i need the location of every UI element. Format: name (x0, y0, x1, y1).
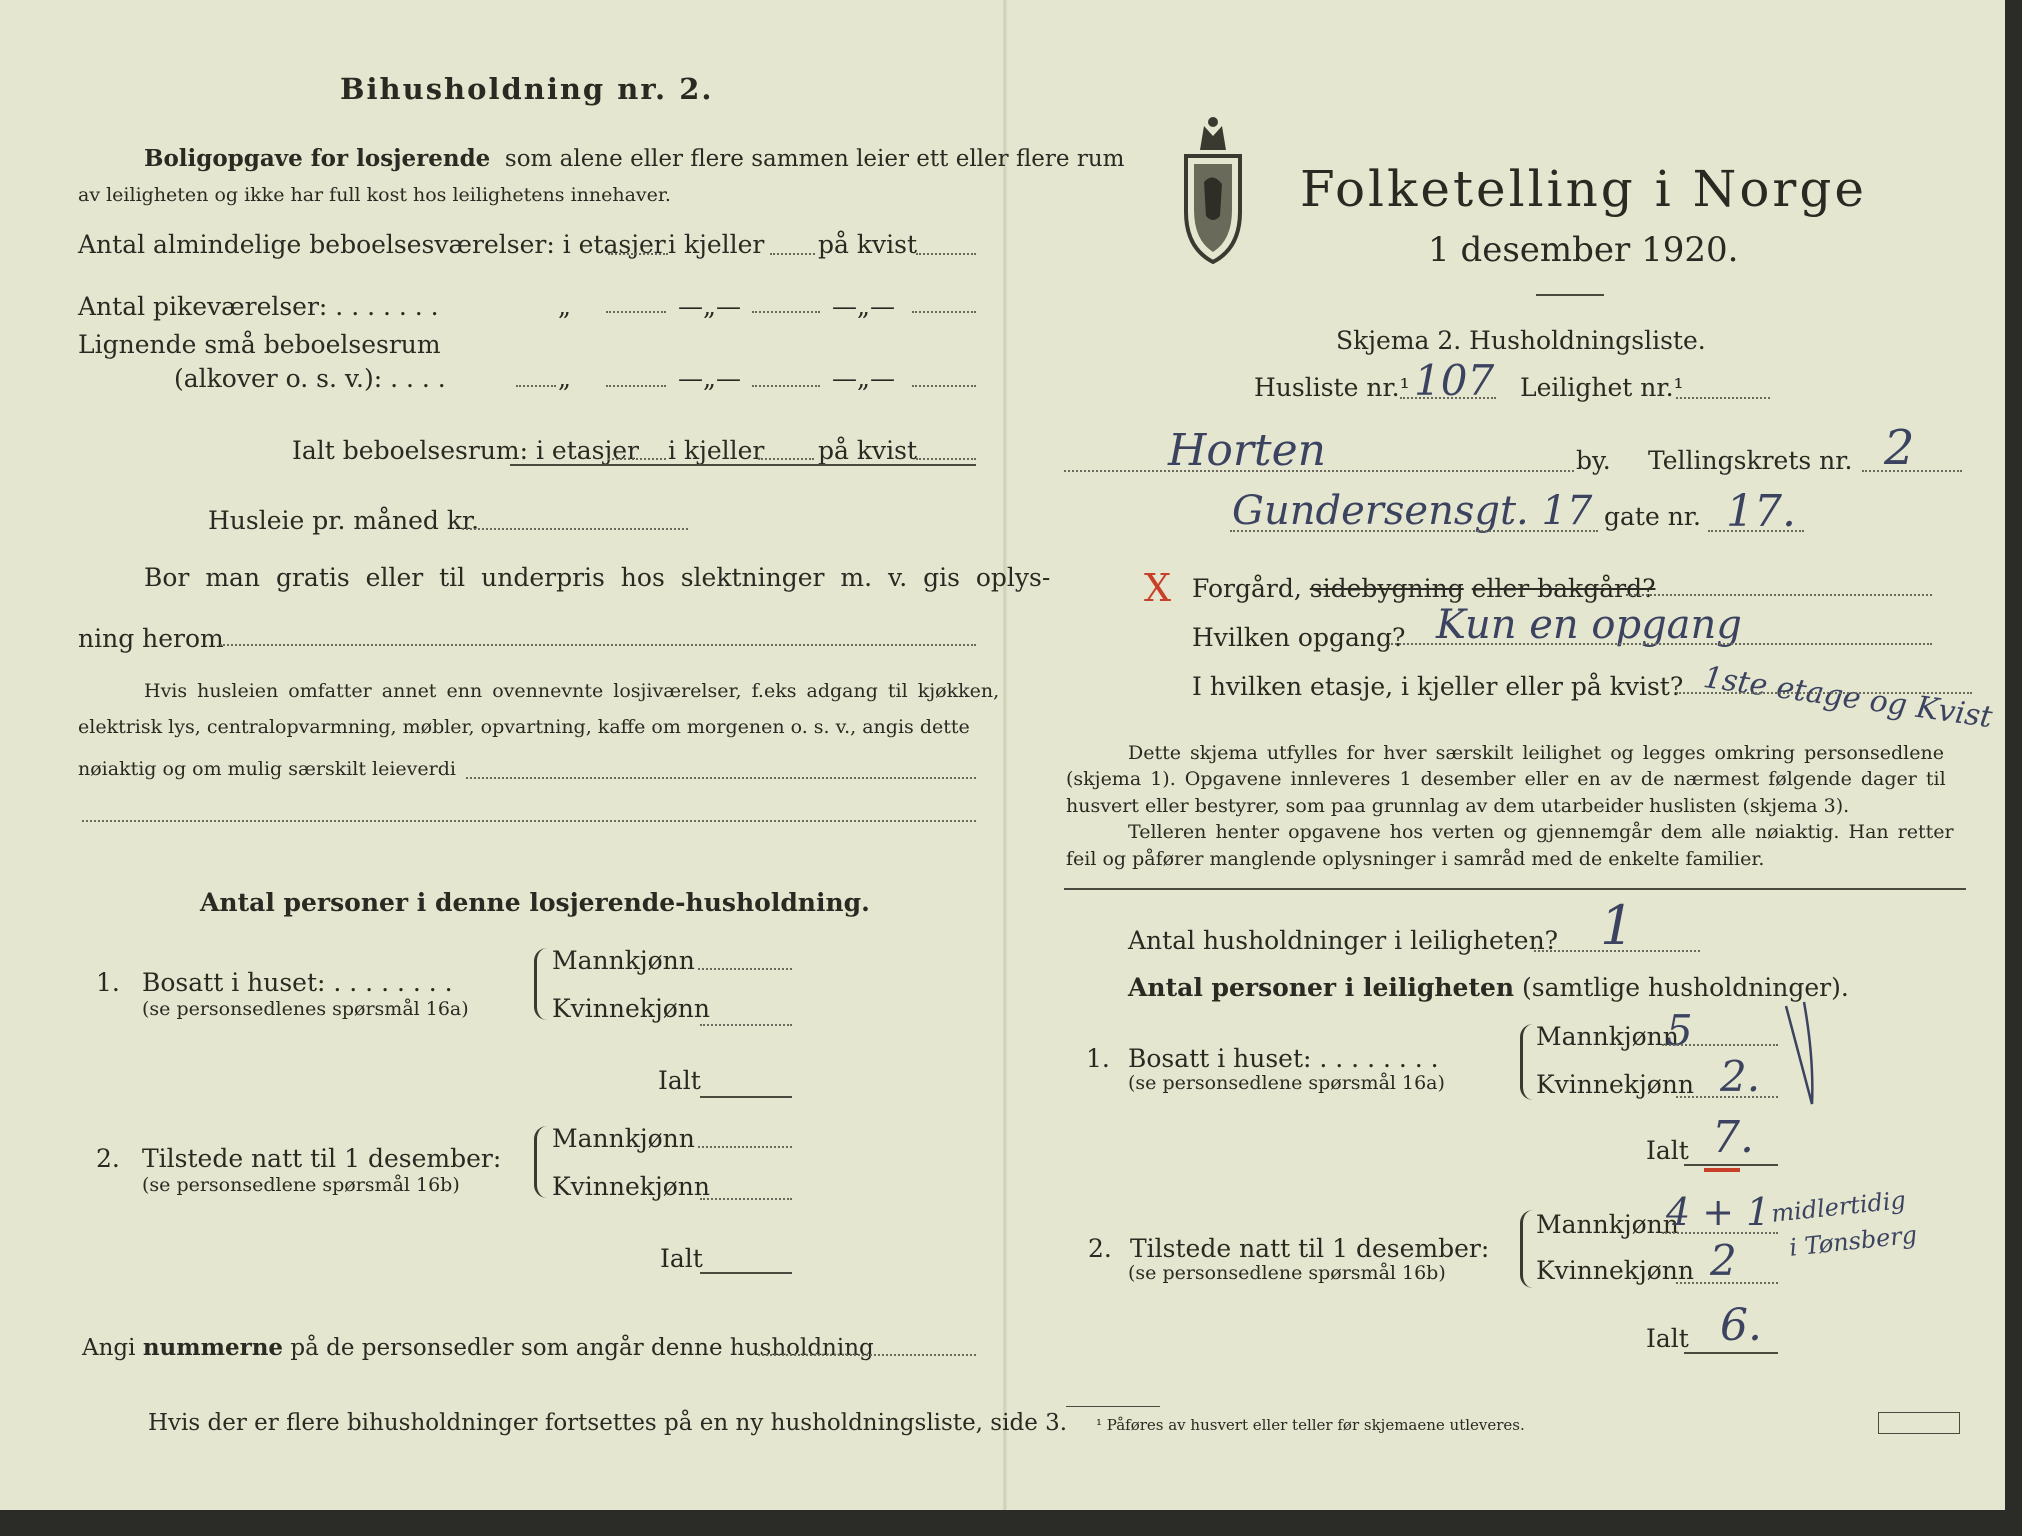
right-item2-mann-note-1: midlertidig (1770, 1185, 1908, 1228)
right-item1-ialt-red-mark (1704, 1168, 1740, 1172)
footnote-rule (1066, 1406, 1160, 1407)
husleie-label: Husleie pr. måned kr. (208, 506, 480, 535)
tellingskrets-field (1862, 470, 1962, 472)
right-item1-num: 1. (1086, 1044, 1110, 1073)
info-rule (1064, 888, 1966, 890)
right-item2-mann-value: 4 + 1 (1666, 1190, 1771, 1234)
alkover-field-0 (516, 385, 556, 387)
ialt-kjeller-field (758, 458, 814, 460)
ialt-rule (510, 464, 976, 466)
rooms-kvist-field (916, 253, 976, 255)
street-value: Gundersensgt. 17 (1232, 488, 1593, 534)
leilighet-label: Leilighet nr.¹ (1520, 373, 1684, 402)
right-item2-mann-note-2: i Tønsberg (1788, 1220, 1919, 1262)
tellingskrets-label: Tellingskrets nr. (1648, 446, 1853, 475)
right-item2-ialt-field (1684, 1352, 1778, 1354)
right-item1-mann-field (1662, 1044, 1778, 1046)
left-title: Bihusholdning nr. 2. (340, 72, 714, 106)
left-item2-num: 2. (96, 1144, 120, 1173)
left-item1-label: Bosatt i huset: . . . . . . . . (142, 968, 453, 997)
left-item1-mann-label: Mannkjønn (552, 946, 695, 975)
printer-stamp (1878, 1412, 1960, 1434)
pike-ditto-1: „ (558, 292, 571, 321)
right-item1-ialt-label: Ialt (1646, 1136, 1689, 1165)
tellingskrets-value: 2 (1884, 420, 1915, 476)
ialt-kjeller-label: i kjeller (668, 436, 765, 465)
hvis-line-1: Hvis husleien omfatter annet enn ovennevnte losjiværelser, f.eks adgang til kjøkken, (144, 680, 1000, 702)
forgard-field (1626, 594, 1932, 596)
alkover-field-3 (912, 385, 976, 387)
gate-field (1708, 530, 1804, 532)
left-item1-brace (534, 948, 547, 1020)
left-item1-kvinne-label: Kvinnekjønn (552, 994, 710, 1023)
forgard-x-mark: X (1144, 566, 1172, 610)
info-line-2: (skjema 1). Opgavene innleveres 1 desember eller en av de nærmest følgende dager til (1066, 768, 1946, 790)
etasje-value: 1ste etage og Kvist (1701, 660, 1995, 736)
husleie-field (462, 528, 688, 530)
left-item2-brace (534, 1126, 547, 1198)
left-item2-ialt-label: Ialt (660, 1244, 703, 1273)
left-item2-label: Tilstede natt til 1 desember: (142, 1144, 502, 1173)
right-item2-mann-label: Mannkjønn (1536, 1210, 1679, 1239)
right-item2-brace (1520, 1210, 1533, 1288)
right-item1-ialt-field (1684, 1164, 1778, 1166)
small-rooms-label: Lignende små beboelsesrum (78, 330, 441, 359)
right-item1-brace (1520, 1024, 1533, 1100)
rooms-label: Antal almindelige beboelsesværelser: i etasjer (78, 230, 666, 259)
alkover-field-1 (606, 385, 666, 387)
ialt-rooms-label: Ialt beboelsesrum: i etasjer (292, 436, 640, 465)
leilighet-field (1676, 397, 1770, 399)
left-item2-mann-field (698, 1146, 792, 1148)
pike-field-1 (606, 311, 666, 313)
norwegian-coat-of-arms-icon (1180, 112, 1246, 264)
antal-heading-left: Antal personer i denne losjerende-husholdning. (200, 888, 870, 917)
by-label: by. (1576, 446, 1611, 475)
left-item2-sub: (se personsedlene spørsmål 16b) (142, 1174, 460, 1196)
right-item1-sub: (se personsedlene spørsmål 16a) (1128, 1072, 1445, 1094)
footnote: ¹ Påføres av husvert eller teller før skjemaene utleveres. (1096, 1416, 1525, 1434)
info-line-3: husvert eller bestyrer, som paa grunnlag av dem utarbeider huslisten (skjema 3). (1066, 795, 1850, 817)
angi-line: Angi nummerne på de personsedler som angår denne husholdning (82, 1334, 874, 1361)
rooms-etasjer-field (608, 253, 668, 255)
right-item2-label: Tilstede natt til 1 desember: (1130, 1234, 1490, 1263)
husliste-label: Husliste nr.¹ (1254, 373, 1410, 402)
rooms-kjeller-field (770, 253, 815, 255)
right-item2-mann-field (1662, 1232, 1778, 1234)
opgang-label: Hvilken opgang? (1192, 623, 1406, 652)
alkover-label: (alkover o. s. v.): . . . . (174, 364, 446, 393)
right-item1-mann-label: Mannkjønn (1536, 1022, 1679, 1051)
left-footer: Hvis der er flere bihusholdninger fortsettes på en ny husholdningsliste, side 3. (148, 1410, 1068, 1436)
right-item1-kvinne-label: Kvinnekjønn (1536, 1070, 1694, 1099)
personer-heading: Antal personer i leiligheten (samtlige husholdninger). (1128, 973, 1849, 1002)
pike-label: Antal pikeværelser: . . . . . . . (78, 292, 439, 321)
hvis-line-3: nøiaktig og om mulig særskilt leieverdi (78, 758, 456, 780)
etasje-label: I hvilken etasje, i kjeller eller på kvist? (1192, 672, 1684, 701)
left-item1-ialt-label: Ialt (658, 1066, 701, 1095)
pike-ditto-2: —„— (678, 292, 741, 321)
right-item2-kvinne-label: Kvinnekjønn (1536, 1256, 1694, 1285)
date-underline (1536, 294, 1604, 296)
info-line-4: Telleren henter opgavene hos verten og gjennemgår dem alle nøiaktig. Han retter (1128, 821, 1954, 843)
intro-line-2: av leiligheten og ikke har full kost hos leilighetens innehaver. (78, 184, 671, 206)
right-item2-kvinne-value: 2 (1710, 1236, 1737, 1285)
pike-field-2 (752, 311, 820, 313)
right-item2-num: 2. (1088, 1234, 1112, 1263)
opgang-field (1388, 643, 1932, 645)
gratis-field (220, 644, 976, 646)
page-fold (1003, 0, 1007, 1510)
pike-field-3 (912, 311, 976, 313)
ialt-kvist-field (916, 458, 976, 460)
intro-line-1: Boligopgave for losjerende som alene eller flere sammen leier ett eller flere rum (144, 145, 1125, 172)
left-item1-num: 1. (96, 968, 120, 997)
street-field (1230, 530, 1598, 532)
right-title: Folketelling i Norge (1300, 160, 1867, 218)
left-item2-kvinne-field (700, 1198, 792, 1200)
left-item1-mann-field (698, 968, 792, 970)
rooms-kjeller-label: i kjeller (668, 230, 765, 259)
hush-label: Antal husholdninger i leiligheten? (1128, 926, 1559, 955)
left-item2-mann-label: Mannkjønn (552, 1124, 695, 1153)
check-stroke-icon (1782, 998, 1818, 1110)
alkover-ditto-3: —„— (832, 364, 895, 393)
right-item2-kvinne-field (1676, 1282, 1778, 1284)
gratis-line-2: ning herom (78, 624, 224, 653)
forgard-label: Forgård, sidebygning eller bakgård? (1192, 574, 1656, 603)
left-item2-kvinne-label: Kvinnekjønn (552, 1172, 710, 1201)
skjema-label: Skjema 2. Husholdningsliste. (1336, 326, 1706, 355)
left-item1-kvinne-field (700, 1024, 792, 1026)
husliste-value: 107 (1414, 356, 1495, 405)
hush-field (1534, 950, 1700, 952)
info-line-5: feil og påfører manglende oplysninger i samråd med de enkelte familier. (1066, 848, 1765, 870)
city-value: Horten (1168, 425, 1326, 476)
left-item1-ialt-field (700, 1096, 792, 1098)
right-item1-kvinne-field (1676, 1096, 1778, 1098)
right-item2-ialt-value: 6. (1720, 1300, 1762, 1351)
alkover-field-2 (752, 385, 820, 387)
left-item2-ialt-field (700, 1272, 792, 1274)
leieverdi-field (466, 777, 976, 779)
alkover-ditto-1: „ (558, 364, 571, 393)
ialt-etasjer-field (608, 458, 666, 460)
husliste-field (1400, 397, 1496, 399)
pike-ditto-3: —„— (832, 292, 895, 321)
etasje-field (1676, 692, 1972, 694)
right-item1-kvinne-value: 2. (1720, 1052, 1761, 1101)
opgang-value: Kun en opgang (1436, 602, 1742, 648)
rooms-kvist-label: på kvist (818, 230, 917, 259)
hvis-line-2: elektrisk lys, centralopvarmning, møbler, opvartning, kaffe om morgenen o. s. v., angis dette (78, 716, 970, 738)
right-item1-mann-value: 5 (1666, 1006, 1693, 1055)
ialt-kvist-label: på kvist (818, 436, 917, 465)
right-item2-sub: (se personsedlene spørsmål 16b) (1128, 1262, 1446, 1284)
gratis-line-1: Bor man gratis eller til underpris hos slektninger m. v. gis oplys- (144, 563, 1051, 592)
city-field (1064, 470, 1574, 472)
hush-value: 1 (1600, 894, 1635, 957)
left-item1-sub: (se personsedlenes spørsmål 16a) (142, 998, 469, 1020)
right-item1-ialt-value: 7. (1712, 1112, 1754, 1163)
angi-field (758, 1354, 976, 1356)
alkover-ditto-2: —„— (678, 364, 741, 393)
gate-label: gate nr. (1604, 502, 1701, 531)
leieverdi-field-2 (82, 820, 976, 822)
right-item2-ialt-label: Ialt (1646, 1324, 1689, 1353)
census-date: 1 desember 1920. (1428, 230, 1739, 270)
gate-value: 17. (1726, 486, 1796, 537)
info-line-1: Dette skjema utfylles for hver særskilt leilighet og legges omkring personsedlene (1128, 742, 1944, 764)
right-item1-label: Bosatt i huset: . . . . . . . . (1128, 1044, 1439, 1073)
